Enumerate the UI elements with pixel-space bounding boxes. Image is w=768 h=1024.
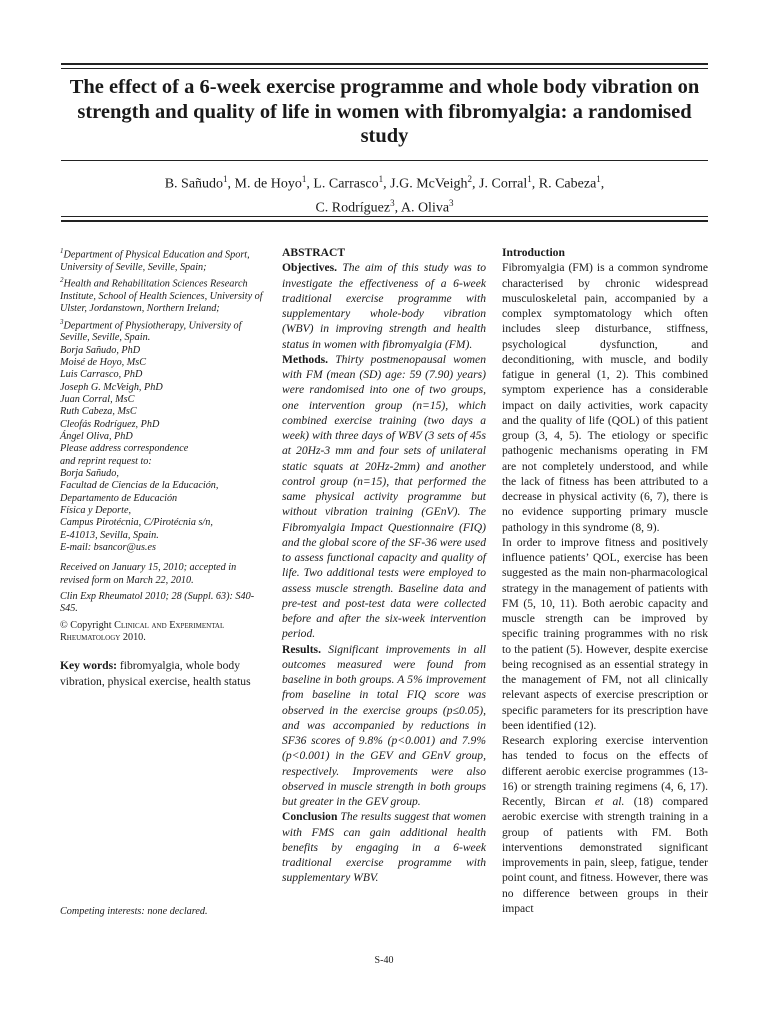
introduction-paragraph: In order to improve fitness and positively influence patients’ QOL, exercise has been suggested as the main non-pharmacological strategy in the management of patients with FM (5, 10, 11). Both aerobic capacity and muscle strength can be improved by specific training programmes with no risk to the patient (5). However, despite exercise being recognised as an essential strategy in the management of FM, not all clinically relevant aspects of exercise prescription or specific parameters for its prescription have been identified (12). bbox=[502, 535, 708, 732]
author: M. de Hoyo bbox=[234, 176, 302, 192]
authors-rule-thick bbox=[61, 220, 708, 222]
author: J.G. McVeigh bbox=[390, 176, 468, 192]
credential: Luis Carrasco, PhD bbox=[60, 369, 143, 381]
keywords: Key words: fibromyalgia, whole body vibration, physical exercise, health status bbox=[60, 659, 251, 688]
abstract-methods: Methods. Thirty postmenopausal women with FM (mean (SD) age: 59 (7.90) years) were randomised into one of two groups, one intervention group (n=15), which combined exercise training (two days a week) with three days of WBV (3 sets of 45s at 20Hz-3 mm and four sets of unilateral static squats at 20Hz-2mm) and another control group (n=15), that performed the same physical activity programme but without vibration training (GEnV). The Fibromyalgia Impact Questionnaire (FIQ) and the global score of the SF-36 were used to assess functional capacity and quality of life. Two additional tests were employed to assess muscle strength. Baseline data and pre-test and post-test data were collected before and after the six-week intervention period. bbox=[282, 352, 486, 641]
credential: Ángel Oliva, PhD bbox=[60, 430, 133, 442]
top-rule-thin bbox=[61, 68, 708, 69]
introduction-paragraph: Fibromyalgia (FM) is a common syndrome characterised by chronic widespread musculoskeletal pain, accompanied by a complex symptomatology which often includes sleep disturbance, stiffness, psychological dysfunction, and deconditioning, with muscle, and bodily fatigue in general (1, 2). This combined symptom experience has a considerable impact on daily activities, work capacity and the quality of life (QOL) of this patient group (3, 4, 5). The etiology or specific pathogenic mechanisms operating in FM are not completely understood, and while the lack of fitness has been attributed to a decrease in physical activity (6, 7), there is no evidence supporting primary muscle pathology in this syndrome (8, 9). bbox=[502, 261, 708, 534]
authors-rule-thin bbox=[61, 216, 708, 217]
received-dates: Received on January 15, 2010; accepted in revised form on March 22, 2010. bbox=[60, 562, 237, 586]
credential: Joseph G. McVeigh, PhD bbox=[60, 381, 163, 393]
title-rule bbox=[61, 160, 708, 161]
top-rule-thick bbox=[61, 63, 708, 65]
credential: Juan Corral, MsC bbox=[60, 393, 135, 405]
abstract-results: Results. Significant improvements in all outcomes measured were found from baseline in both groups. A 5% improvement from baseline in total FIQ score was observed in the exercise groups (p≤0.05), and was accompanied by reductions in SF36 scores of 9.8% (p<0.001) and 7.9% (p<0.001) in the GEV and GEnV group, respectively. Improvements were also observed in muscle strength in both groups but greater in the GEV group. bbox=[282, 642, 486, 808]
page-number: S-40 bbox=[374, 955, 394, 966]
abstract-objectives: Objectives. The aim of this study was to investigate the effectiveness of a 6-week traditional exercise programme with supplementary whole-body vibration (WBV) in improving strength and health status in women with fibromyalgia (FM). bbox=[282, 261, 486, 351]
author: A. Oliva bbox=[400, 200, 450, 216]
author-list: B. Sañudo$^1$, M. de Hoyo$^1$, L. Carrasco$^1$, J.G. McVeigh$^2$, J. Corral$^1$, R. Cabeza$^1$, C. Rodríguez$^3$, A. Oliva$^3$ bbox=[164, 174, 605, 216]
credential: Cleofás Rodríguez, PhD bbox=[60, 418, 160, 430]
author: R. Cabeza bbox=[538, 176, 597, 192]
correspondence-block: Please address correspondence and reprint request to: Borja Sañudo, Facultad de Ciencias de la Educación, Departamento de Educación Física y Deporte, Campus Pirotécnia, C/Pirotécnia s/n, E-41013, Sevilla, Spain. E-mail: bsancor@us.es bbox=[60, 443, 219, 554]
copyright: © Copyright Clinical and Experimental Rheumatology 2010. bbox=[60, 619, 225, 644]
introduction-heading: Introduction bbox=[502, 246, 565, 259]
affiliation-3: $^3$Department of Physiotherapy, University of Seville, Seville, Spain. bbox=[60, 317, 242, 344]
abstract-column bbox=[282, 245, 486, 886]
author: J. Corral bbox=[479, 176, 528, 192]
affiliation-1: $^1$Department of Physical Education and Sport, University of Seville, Seville, Spain; bbox=[60, 247, 250, 273]
author: L. Carrasco bbox=[313, 176, 379, 192]
credential: Moisé de Hoyo, MsC bbox=[60, 356, 147, 368]
metadata-column bbox=[60, 245, 267, 689]
abstract-heading: ABSTRACT bbox=[282, 246, 346, 259]
credentials-list bbox=[60, 345, 267, 444]
credential: Borja Sañudo, PhD bbox=[60, 344, 141, 356]
author: C. Rodríguez bbox=[315, 200, 391, 216]
affiliation-2: $^2$Health and Rehabilitation Sciences Research Institute, School of Health Sciences, University of Ulster, Jordanstown, Northern Ireland; bbox=[60, 276, 263, 315]
credential: Ruth Cabeza, MsC bbox=[60, 406, 137, 418]
citation: Clin Exp Rheumatol 2010; 28 (Suppl. 63): S40-S45. bbox=[60, 591, 255, 615]
abstract-conclusion: Conclusion The results suggest that women with FMS can gain additional health benefits by engaging in a 6-week traditional exercise programme with supplementary WBV. bbox=[282, 810, 486, 885]
introduction-column bbox=[502, 245, 708, 916]
article-title: The effect of a 6-week exercise programme and whole body vibration on strength and quality of life in women with fibromyalgia: a randomised study bbox=[69, 76, 700, 147]
author: B. Sañudo bbox=[164, 176, 224, 192]
introduction-paragraph: Research exploring exercise intervention has tended to focus on the effects of different aerobic exercise programmes (13-16) or strength training regimens (4, 6, 17). Recently, Bircan et al. (18) compared aerobic exercise with strength training in a group of patients with FM. Both interventions demonstrated significant improvements in pain, sleep, fatigue, tender point count, and fitness. However, there was no difference between groups in their impact bbox=[502, 734, 708, 915]
competing-interests: Competing interests: none declared. bbox=[60, 906, 208, 917]
